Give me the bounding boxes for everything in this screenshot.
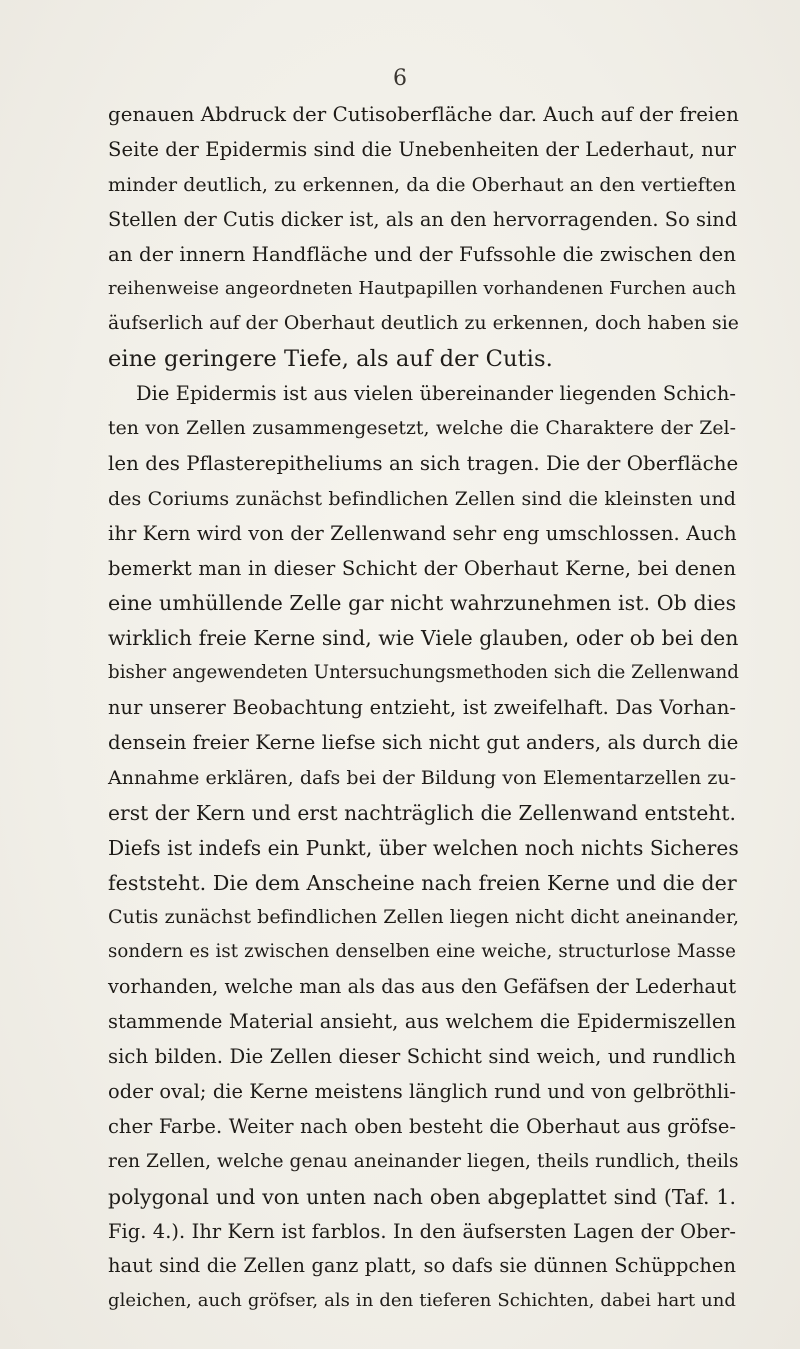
text-line: erst der Kern und erst nachträglich die Zellenwand entsteht. bbox=[108, 800, 736, 825]
text-line: reihenweise angeordneten Hautpapillen vorhandenen Furchen auch bbox=[108, 278, 737, 300]
text-line: äufserlich auf der Oberhaut deutlich zu erkennen, doch haben sie bbox=[108, 313, 739, 335]
text-line: ten von Zellen zusammengesetzt, welche die Charaktere der Zel- bbox=[108, 418, 736, 440]
text-line: nur unserer Beobachtung entzieht, ist zweifelhaft. Das Vorhan- bbox=[108, 696, 736, 720]
text-line: ihr Kern wird von der Zellenwand sehr eng umschlossen. Auch bbox=[108, 521, 737, 545]
text-line: Die Epidermis ist aus vielen übereinander liegenden Schich- bbox=[136, 382, 736, 406]
text-line: Seite der Epidermis sind die Unebenheiten der Lederhaut, nur bbox=[108, 137, 736, 161]
text-line: ren Zellen, welche genau aneinander liegen, theils rundlich, theils bbox=[108, 1150, 739, 1172]
text-line: eine umhüllende Zelle gar nicht wahrzunehmen ist. Ob dies bbox=[108, 591, 737, 616]
text-line: stammende Material ansieht, aus welchem die Epidermiszellen bbox=[108, 1010, 736, 1034]
text-line: Fig. 4.). Ihr Kern ist farblos. In den äufsersten Lagen der Ober- bbox=[108, 1219, 736, 1243]
text-line: gleichen, auch gröfser, als in den tieferen Schichten, dabei hart und bbox=[108, 1290, 736, 1312]
text-line: densein freier Kerne liefse sich nicht gut anders, als durch die bbox=[108, 731, 739, 755]
text-line: wirklich freie Kerne sind, wie Viele glauben, oder ob bei den bbox=[108, 626, 739, 651]
text-line: cher Farbe. Weiter nach oben besteht die Oberhaut aus gröfse- bbox=[108, 1114, 736, 1138]
text-line: an der innern Handfläche und der Fufssohle die zwischen den bbox=[108, 242, 736, 266]
text-line: minder deutlich, zu erkennen, da die Oberhaut an den vertieften bbox=[108, 173, 736, 196]
text-line: sondern es ist zwischen denselben eine weiche, structurlose Masse bbox=[108, 941, 736, 963]
text-line: Cutis zunächst befindlichen Zellen liegen nicht dicht aneinander, bbox=[108, 906, 740, 929]
text-line: polygonal und von unten nach oben abgeplattet sind (Taf. 1. bbox=[108, 1184, 736, 1209]
text-line: Diefs ist indefs ein Punkt, über welchen noch nichts Sicheres bbox=[108, 835, 739, 860]
text-line: Stellen der Cutis dicker ist, als an den hervorragenden. So sind bbox=[108, 207, 738, 231]
text-line: sich bilden. Die Zellen dieser Schicht sind weich, und rundlich bbox=[108, 1045, 736, 1069]
page-number: 6 bbox=[393, 66, 407, 91]
text-line: eine geringere Tiefe, als auf der Cutis. bbox=[108, 346, 553, 373]
text-line: vorhanden, welche man als das aus den Gefäfsen der Lederhaut bbox=[108, 975, 737, 999]
text-line: bisher angewendeten Untersuchungsmethoden sich die Zellenwand bbox=[108, 662, 739, 684]
text-line: len des Pflasterepitheliums an sich tragen. Die der Oberfläche bbox=[108, 451, 739, 475]
body-text bbox=[108, 98, 740, 1319]
text-line: bemerkt man in dieser Schicht der Oberhaut Kerne, bei denen bbox=[108, 556, 736, 580]
text-line: des Coriums zunächst befindlichen Zellen sind die kleinsten und bbox=[108, 487, 736, 510]
text-line: haut sind die Zellen ganz platt, so dafs sie dünnen Schüppchen bbox=[108, 1254, 736, 1278]
text-line: Annahme erklären, dafs bei der Bildung von Elementarzellen zu- bbox=[108, 766, 737, 789]
text-line: oder oval; die Kerne meistens länglich rund und von gelbröthli- bbox=[108, 1079, 736, 1103]
text-line: genauen Abdruck der Cutisoberfläche dar. Auch auf der freien bbox=[108, 103, 739, 126]
text-line: feststeht. Die dem Anscheine nach freien Kerne und die der bbox=[108, 870, 737, 895]
